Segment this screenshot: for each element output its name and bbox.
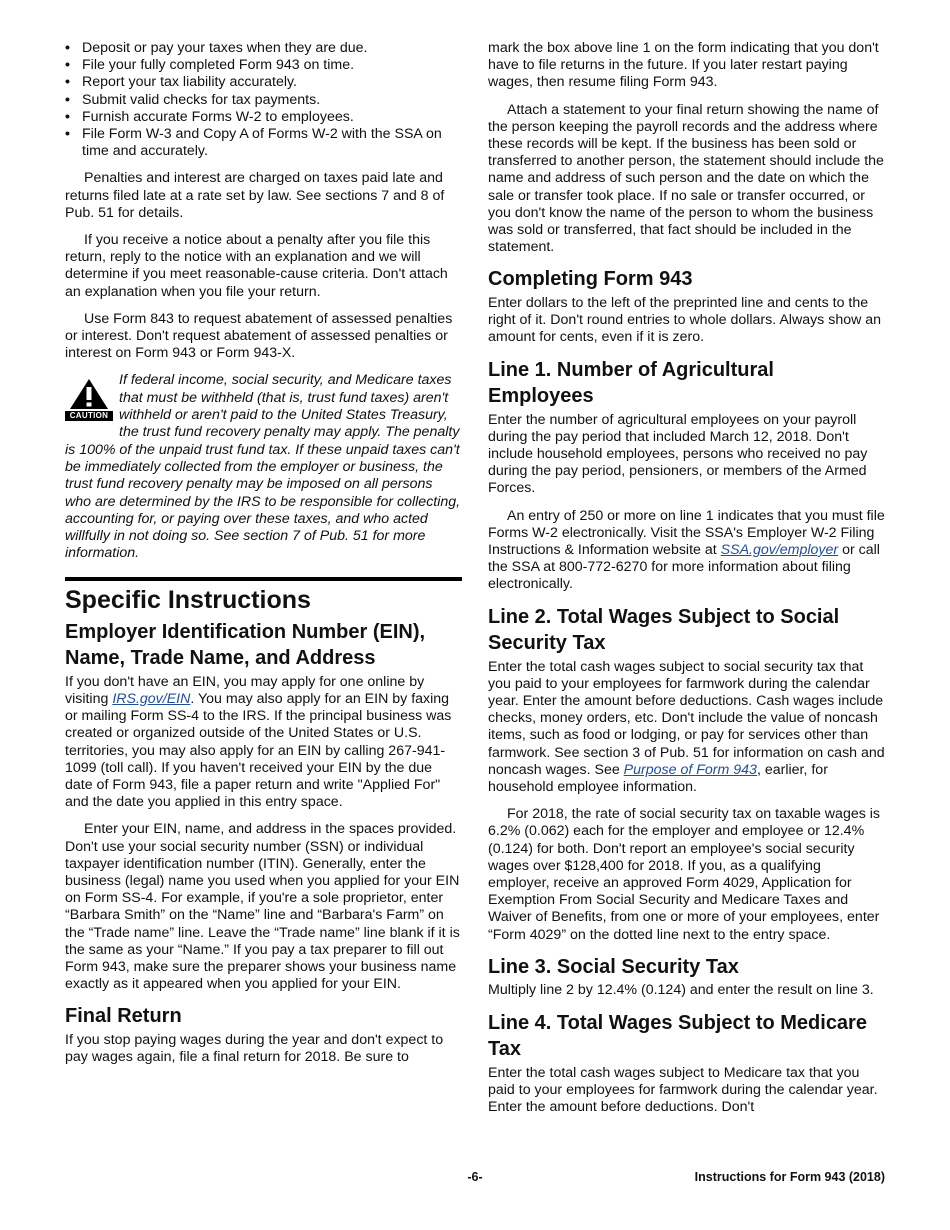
text-run: or call the SSA at 800-772-6270 for more information about filing electronically. (488, 541, 880, 593)
heading-final-return: Final Return (65, 1005, 182, 1028)
text-run: . You may also apply for an EIN by faxing or mailing Form SS-4 to the IRS. If the principal business was created or organized outside of the United States or U.S. territories, you may also apply for an EIN by calling 267-941-1099 (toll call). If you haven't received your EIN by the due date of Form 943, file a paper return and write "Applied For" and the date you applied in this entry space. (65, 690, 452, 811)
paragraph-notice: If you receive a notice about a penalty after you file this return, reply to the notice with an explanation and we will determine if you meet reasonable-cause criteria. Don't attach an explanation when you file your return. (65, 232, 448, 300)
caution-badge: CAUTION (65, 411, 113, 421)
list-item: • Furnish accurate Forms W-2 to employees. (65, 109, 462, 126)
heading-ein: Employer Identification Number (EIN), Name, Trade Name, and Address (65, 620, 426, 670)
paragraph-line-1-electronic (488, 508, 885, 594)
text-run: An entry of 250 or more on line 1 indicates that you must file Forms W-2 electronically. Visit the SSA's Employer W-2 Filing Instructions & Information website at (488, 507, 885, 558)
section-divider (65, 577, 462, 581)
paragraph-line-3: Multiply line 2 by 12.4% (0.124) and enter the result on line 3. (488, 982, 874, 999)
list-item: • Report your tax liability accurately. (65, 74, 462, 91)
paragraph-continued: mark the box above line 1 on the form indicating that you don't have to file returns in the future. If you later restart paying wages, then resume filing Form 943. (488, 40, 879, 91)
caution-block (65, 372, 462, 562)
page-number: -6- (467, 1170, 483, 1184)
irs-ein-link[interactable]: IRS.gov/EIN (112, 690, 191, 707)
bullet-list (65, 40, 462, 160)
text-run: , earlier, for household employee information. (488, 761, 828, 795)
paragraph-penalties: Penalties and interest are charged on taxes paid late and returns filed late at a rate set by law. See sections 7 and 8 of Pub. 51 for details. (65, 170, 445, 221)
paragraph-completing: Enter dollars to the left of the preprinted line and cents to the right of it. Don't round entries to whole dollars. Always show an amount for cents, even if it is zero. (488, 294, 882, 346)
list-item: • File your fully completed Form 943 on time. (65, 57, 462, 74)
paragraph-line-1: Enter the number of agricultural employees on your payroll during the pay period that included March 12, 2018. Don't include household employees, persons who received no pay during the pay period, pensioners, or members of the Armed Forces. (488, 411, 868, 497)
heading-line-4: Line 4. Total Wages Subject to Medicare Tax (488, 1011, 867, 1061)
caution-icon (65, 378, 113, 424)
paragraph-attach-statement: Attach a statement to your final return showing the name of the person keeping the payroll records and the address where these records will be kept. If the business has been sold or transferred to another person, the statement should include the name and address of such person and the date on which the sale or transfer took place. If no sale or transfer occurred, or you don't know the name of the person to whom the business was sold or transferred, that fact should be included in the statement. (488, 101, 884, 256)
paragraph-ein-apply (65, 674, 462, 812)
heading-specific-instructions: Specific Instructions (65, 585, 311, 614)
warning-triangle-icon (69, 378, 109, 410)
heading-line-2: Line 2. Total Wages Subject to Social Security Tax (488, 605, 840, 655)
right-column (488, 40, 885, 1126)
page-footer (65, 1170, 885, 1188)
paragraph-ein-enter: Enter your EIN, name, and address in the spaces provided. Don't use your social security number (SSN) or individual taxpayer identification number (ITIN). Generally, enter the business (legal) name you used when you applied for your EIN on Form SS-4. For example, if you're a sole proprietor, enter “Barbara Smith” on the “Name” line and “Barbara's Farm” on the “Trade name” line. Leave the “Trade name” line blank if it is the same as your “Name.” If you pay a tax preparer to fill out Form 943, make sure the preparer shows your business name exactly as it appeared when you applied for your EIN. (65, 821, 460, 993)
left-column (65, 40, 462, 1076)
heading-completing-form: Completing Form 943 (488, 268, 693, 291)
paragraph-line-2 (488, 659, 885, 797)
ssa-employer-link[interactable]: SSA.gov/employer (720, 541, 839, 558)
text-run: If you don't have an EIN, you may apply for one online by visiting (65, 673, 425, 707)
purpose-of-form-link[interactable]: Purpose of Form 943 (623, 761, 757, 778)
paragraph-form843: Use Form 843 to request abatement of assessed penalties or interest. Don't request abatement of assessed penalties or interest on Form 943 or Form 943-X. (65, 310, 453, 362)
paragraph-line-4: Enter the total cash wages subject to Medicare tax that you paid to your employees for farmwork during the calendar year. Enter the amount before deductions. Don't (488, 1064, 878, 1115)
heading-line-1: Line 1. Number of Agricultural Employees (488, 358, 774, 408)
list-item: • File Form W-3 and Copy A of Forms W-2 with the SSA on time and accurately. (65, 126, 462, 160)
paragraph-line-2-rate: For 2018, the rate of social security tax on taxable wages is 6.2% (0.062) each for the employer and employee or 12.4% (0.124) for both. Don't report an employee's social security wages over $128,400 for 2018. If you, as a qualifying employer, receive an approved Form 4029, Application for Exemption From Social Security and Medicare Taxes and Waiver of Benefits, from one or more of your employees, enter “Form 4029” on the dotted line next to the entry space. (488, 806, 881, 943)
list-item: • Submit valid checks for tax payments. (65, 92, 462, 109)
caution-text: If federal income, social security, and Medicare taxes that must be withheld (that is, trust fund taxes) aren't withheld or aren't paid to the United States Treasury, the trust fund recovery penalty may apply. The penalty is 100% of the unpaid trust fund tax. If these unpaid taxes can't be immediately collected from the employer or business, the trust fund recovery penalty may be imposed on all persons who are determined by the IRS to be responsible for collecting, accounting for, or paying over these taxes, and who acted willfully in not doing so. See section 7 of Pub. 51 for more information. (65, 372, 461, 562)
list-item: • Deposit or pay your taxes when they are due. (65, 40, 462, 57)
heading-line-3: Line 3. Social Security Tax (488, 955, 739, 978)
paragraph-final-return: If you stop paying wages during the year and don't expect to pay wages again, file a final return for 2018. Be sure to (65, 1031, 444, 1066)
form-title: Instructions for Form 943 (2018) (694, 1170, 885, 1184)
text-run: Enter the total cash wages subject to social security tax that you paid to your employees for farmwork during the calendar year. Enter the amount before deductions. Cash wages include checks, money orders, etc. Don't include the value of noncash items, such as food or lodging, or pay for services other than farmwork. See section 3 of Pub. 51 for information on cash and noncash wages. See (488, 658, 885, 778)
